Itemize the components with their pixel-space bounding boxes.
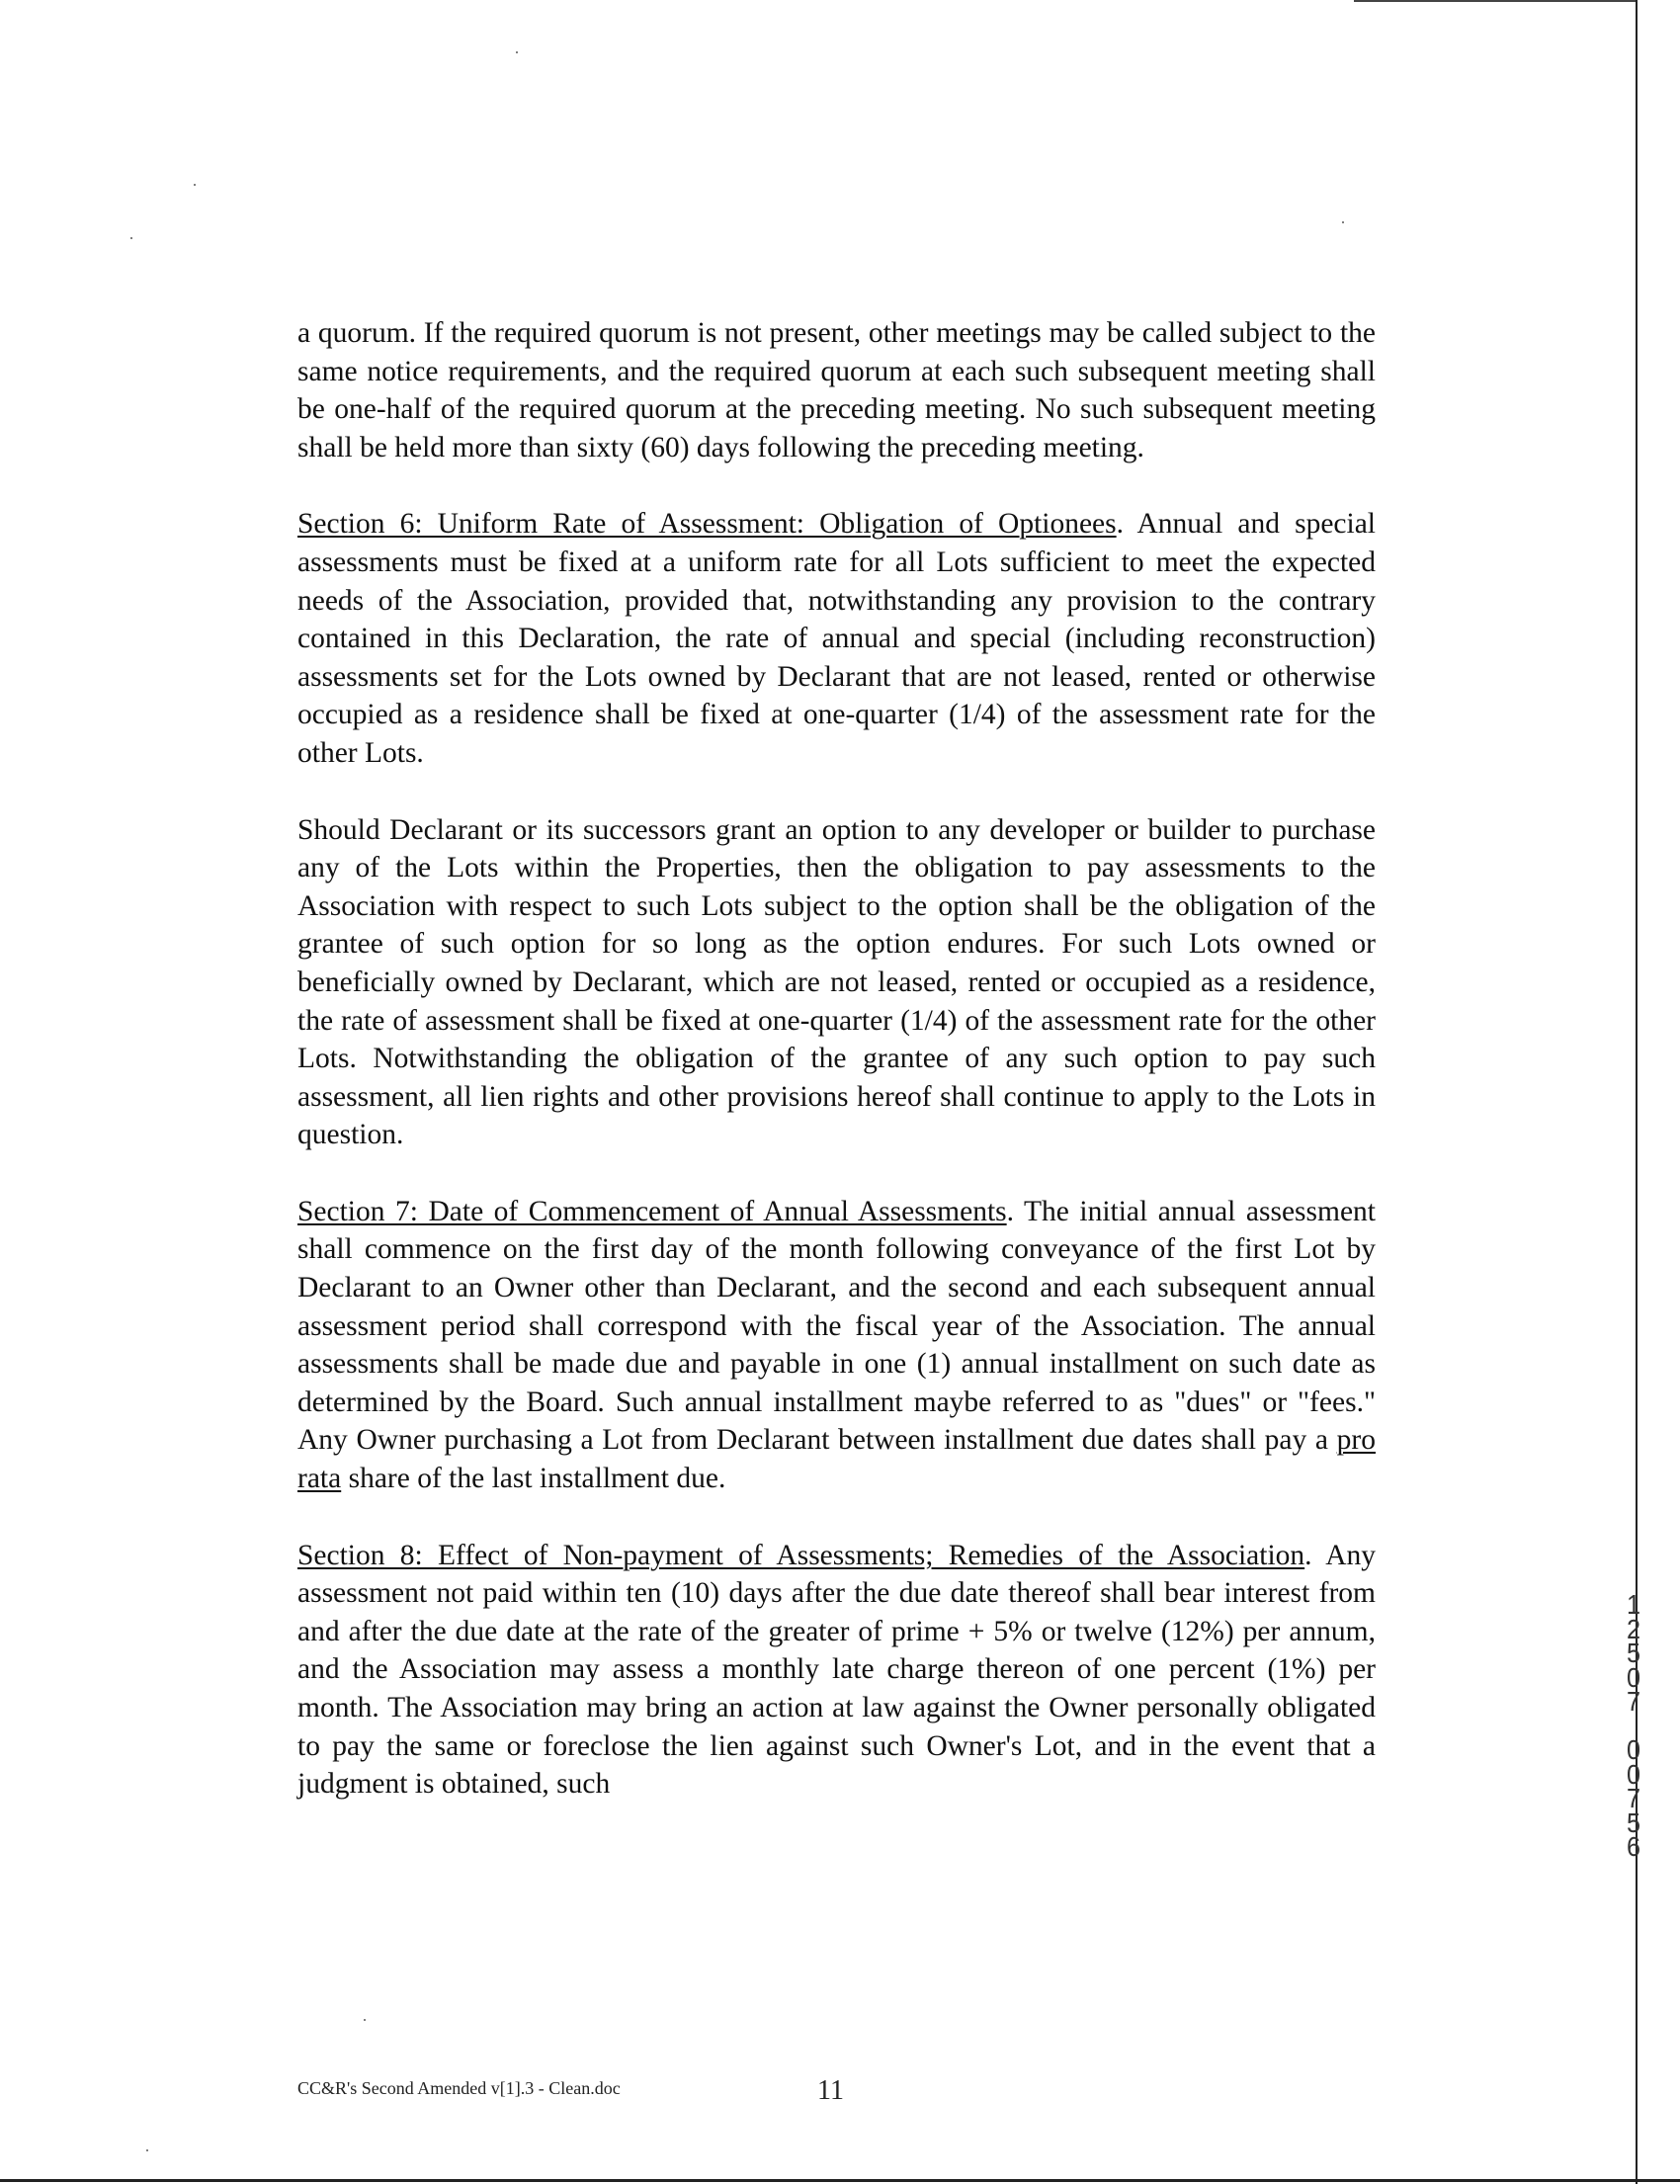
paragraph-section-7 <box>297 1193 1376 1498</box>
paragraph-options <box>297 811 1376 1154</box>
section-heading: Section 8: Effect of Non-payment of Assessments; Remedies of the Association <box>297 1539 1305 1571</box>
paragraph-text: a quorum. If the required quorum is not present, other meetings may be called subject to the same notice requirements, and the required quorum at each such subsequent meeting shall be one-half of the required quorum at the preceding meeting. No such subsequent meeting shall be held more than sixty (60) days following the preceding meeting. <box>297 317 1376 463</box>
stamp-digit: 0 <box>1626 1661 1641 1693</box>
stamp-digit: 0 <box>1626 1733 1641 1765</box>
scan-speck <box>130 237 132 239</box>
stamp-digit: 2 <box>1626 1613 1641 1644</box>
section-heading: Section 7: Date of Commencement of Annual Assessments <box>297 1195 1007 1227</box>
paragraph-section-6 <box>297 505 1376 772</box>
footer-filename: CC&R's Second Amended v[1].3 - Clean.doc <box>297 2078 621 2098</box>
stamp-digit: 7 <box>1626 1686 1641 1718</box>
scan-speck <box>516 51 518 53</box>
scan-edge-top <box>1354 0 1636 2</box>
document-number-stamp <box>1619 1589 1649 1863</box>
stamp-digit: 6 <box>1626 1831 1641 1863</box>
paragraph-text: . The initial annual assessment shall commence on the first day of the month following conveyance of the first Lot by Declarant to an Owner other than Declarant, and the second and each subsequent annual assessment period shall correspond with the fiscal year of the Association. The annual assessments shall be made due and payable in one (1) annual installment on such date as determined by the Board. Such annual installment maybe referred to as "dues" or "fees." Any Owner purchasing a Lot from Declarant between installment due dates shall pay a <box>297 1195 1376 1457</box>
footer-page-number: 11 <box>817 2075 844 2106</box>
paragraph-text: share of the last installment due. <box>341 1463 726 1495</box>
paragraph-quorum <box>297 314 1376 466</box>
paragraph-text: . Annual and special assessments must be fixed at a uniform rate for all Lots sufficient to meet the expected needs of the Association, provided that, notwithstanding any provision to the contrary contained in this Declaration, the rate of annual and special (including reconstruction) assessments set for the Lots owned by Declarant that are not leased, rented or otherwise occupied as a residence shall be fixed at one-quarter (1/4) of the assessment rate for the other Lots. <box>297 508 1377 769</box>
paragraph-text: Should Declarant or its successors grant an option to any developer or builder to purchase any of the Lots within the Properties, then the obligation to pay assessments to the Association with respect to such Lots subject to the option shall be the obligation of the grantee of such option for so long as the option endures. For such Lots owned or beneficially owned by Declarant, which are not leased, rented or occupied as a residence, the rate of assessment shall be fixed at one-quarter (1/4) of the assessment rate for the other Lots. Notwithstanding the obligation of the grantee of any such option to pay such assessment, all lien rights and other provisions hereof shall continue to apply to the Lots in question. <box>297 813 1376 1151</box>
underlined-term: pro rata <box>297 1424 1376 1495</box>
scan-speck <box>1342 221 1344 223</box>
stamp-digit: 5 <box>1626 1638 1641 1669</box>
paragraph-section-8 <box>297 1537 1376 1804</box>
stamp-digit: 0 <box>1626 1758 1641 1790</box>
document-body <box>297 314 1376 1842</box>
stamp-digit: 5 <box>1626 1806 1641 1838</box>
scan-speck <box>194 184 196 186</box>
stamp-digit: 7 <box>1626 1783 1641 1814</box>
paragraph-text: . Any assessment not paid within ten (10) days after the due date thereof shall bear interest from and after the due date at the rate of the greater of prime + 5% or twelve (12%) per annum, and the Association may assess a monthly late charge thereon of one percent (1%) per month. The Association may bring an action at law against the Owner personally obligated to pay the same or foreclose the lien against such Owner's Lot, and in the event that a judgment is obtained, such <box>297 1539 1376 1801</box>
scan-speck <box>364 2019 366 2021</box>
section-heading: Section 6: Uniform Rate of Assessment: Obligation of Optionees <box>297 508 1117 541</box>
stamp-digit: 1 <box>1626 1589 1641 1620</box>
scan-edge-bottom <box>0 2179 1680 2182</box>
scan-speck <box>146 2149 148 2151</box>
